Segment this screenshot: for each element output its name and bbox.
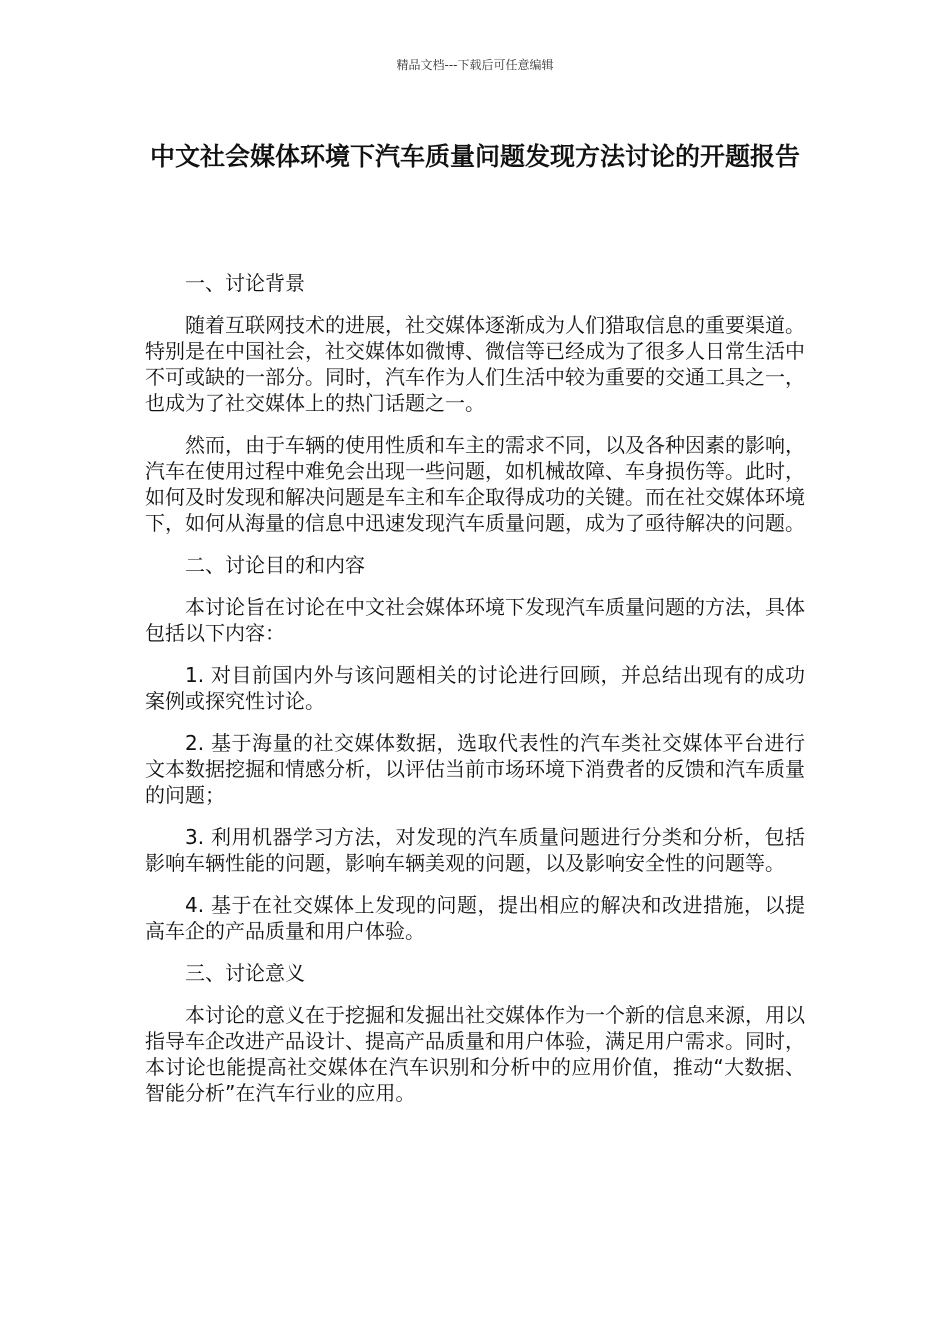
document-body bbox=[145, 270, 805, 1122]
section-heading-purpose: 二、讨论目的和内容 bbox=[185, 553, 365, 577]
paragraph: 然而，由于车辆的使用性质和车主的需求不同，以及各种因素的影响，汽车在使用过程中难免会出现一些问题，如机械故障、车身损伤等。此时，如何及时发现和解决问题是车主和车企取得成功的关键。而在社交媒体环境下，如何从海量的信息中迅速发现汽车质量问题，成为了亟待解决的问题。 bbox=[145, 433, 805, 535]
list-item: 4. 基于在社交媒体上发现的问题，提出相应的解决和改进措施，以提高车企的产品质量和用户体验。 bbox=[145, 893, 805, 943]
document-title: 中文社会媒体环境下汽车质量问题发现方法讨论的开题报告 bbox=[149, 142, 800, 171]
paragraph: 本讨论旨在讨论在中文社会媒体环境下发现汽车质量问题的方法，具体包括以下内容： bbox=[145, 595, 805, 645]
paragraph: 随着互联网技术的进展，社交媒体逐渐成为人们猎取信息的重要渠道。特别是在中国社会，社交媒体如微博、微信等已经成为了很多人日常生活中不可或缺的一部分。同时，汽车作为人们生活中较为重要的交通工具之一，也成为了社交媒体上的热门话题之一。 bbox=[145, 313, 805, 415]
header-note: 精品文档---下载后可任意编辑 bbox=[396, 58, 554, 72]
list-item: 2. 基于海量的社交媒体数据，选取代表性的汽车类社交媒体平台进行文本数据挖掘和情感分析，以评估当前市场环境下消费者的反馈和汽车质量的问题； bbox=[145, 731, 805, 807]
section-heading-background: 一、讨论背景 bbox=[185, 271, 305, 295]
list-item: 1. 对目前国内外与该问题相关的讨论进行回顾，并总结出现有的成功案例或探究性讨论。 bbox=[145, 663, 805, 713]
paragraph: 本讨论的意义在于挖掘和发掘出社交媒体作为一个新的信息来源，用以指导车企改进产品设计、提高产品质量和用户体验，满足用户需求。同时，本讨论也能提高社交媒体在汽车识别和分析中的应用价值，推动“大数据、智能分析”在汽车行业的应用。 bbox=[145, 1003, 805, 1105]
section-heading-significance: 三、讨论意义 bbox=[185, 961, 305, 985]
list-item: 3. 利用机器学习方法，对发现的汽车质量问题进行分类和分析，包括影响车辆性能的问题，影响车辆美观的问题，以及影响安全性的问题等。 bbox=[145, 825, 805, 875]
